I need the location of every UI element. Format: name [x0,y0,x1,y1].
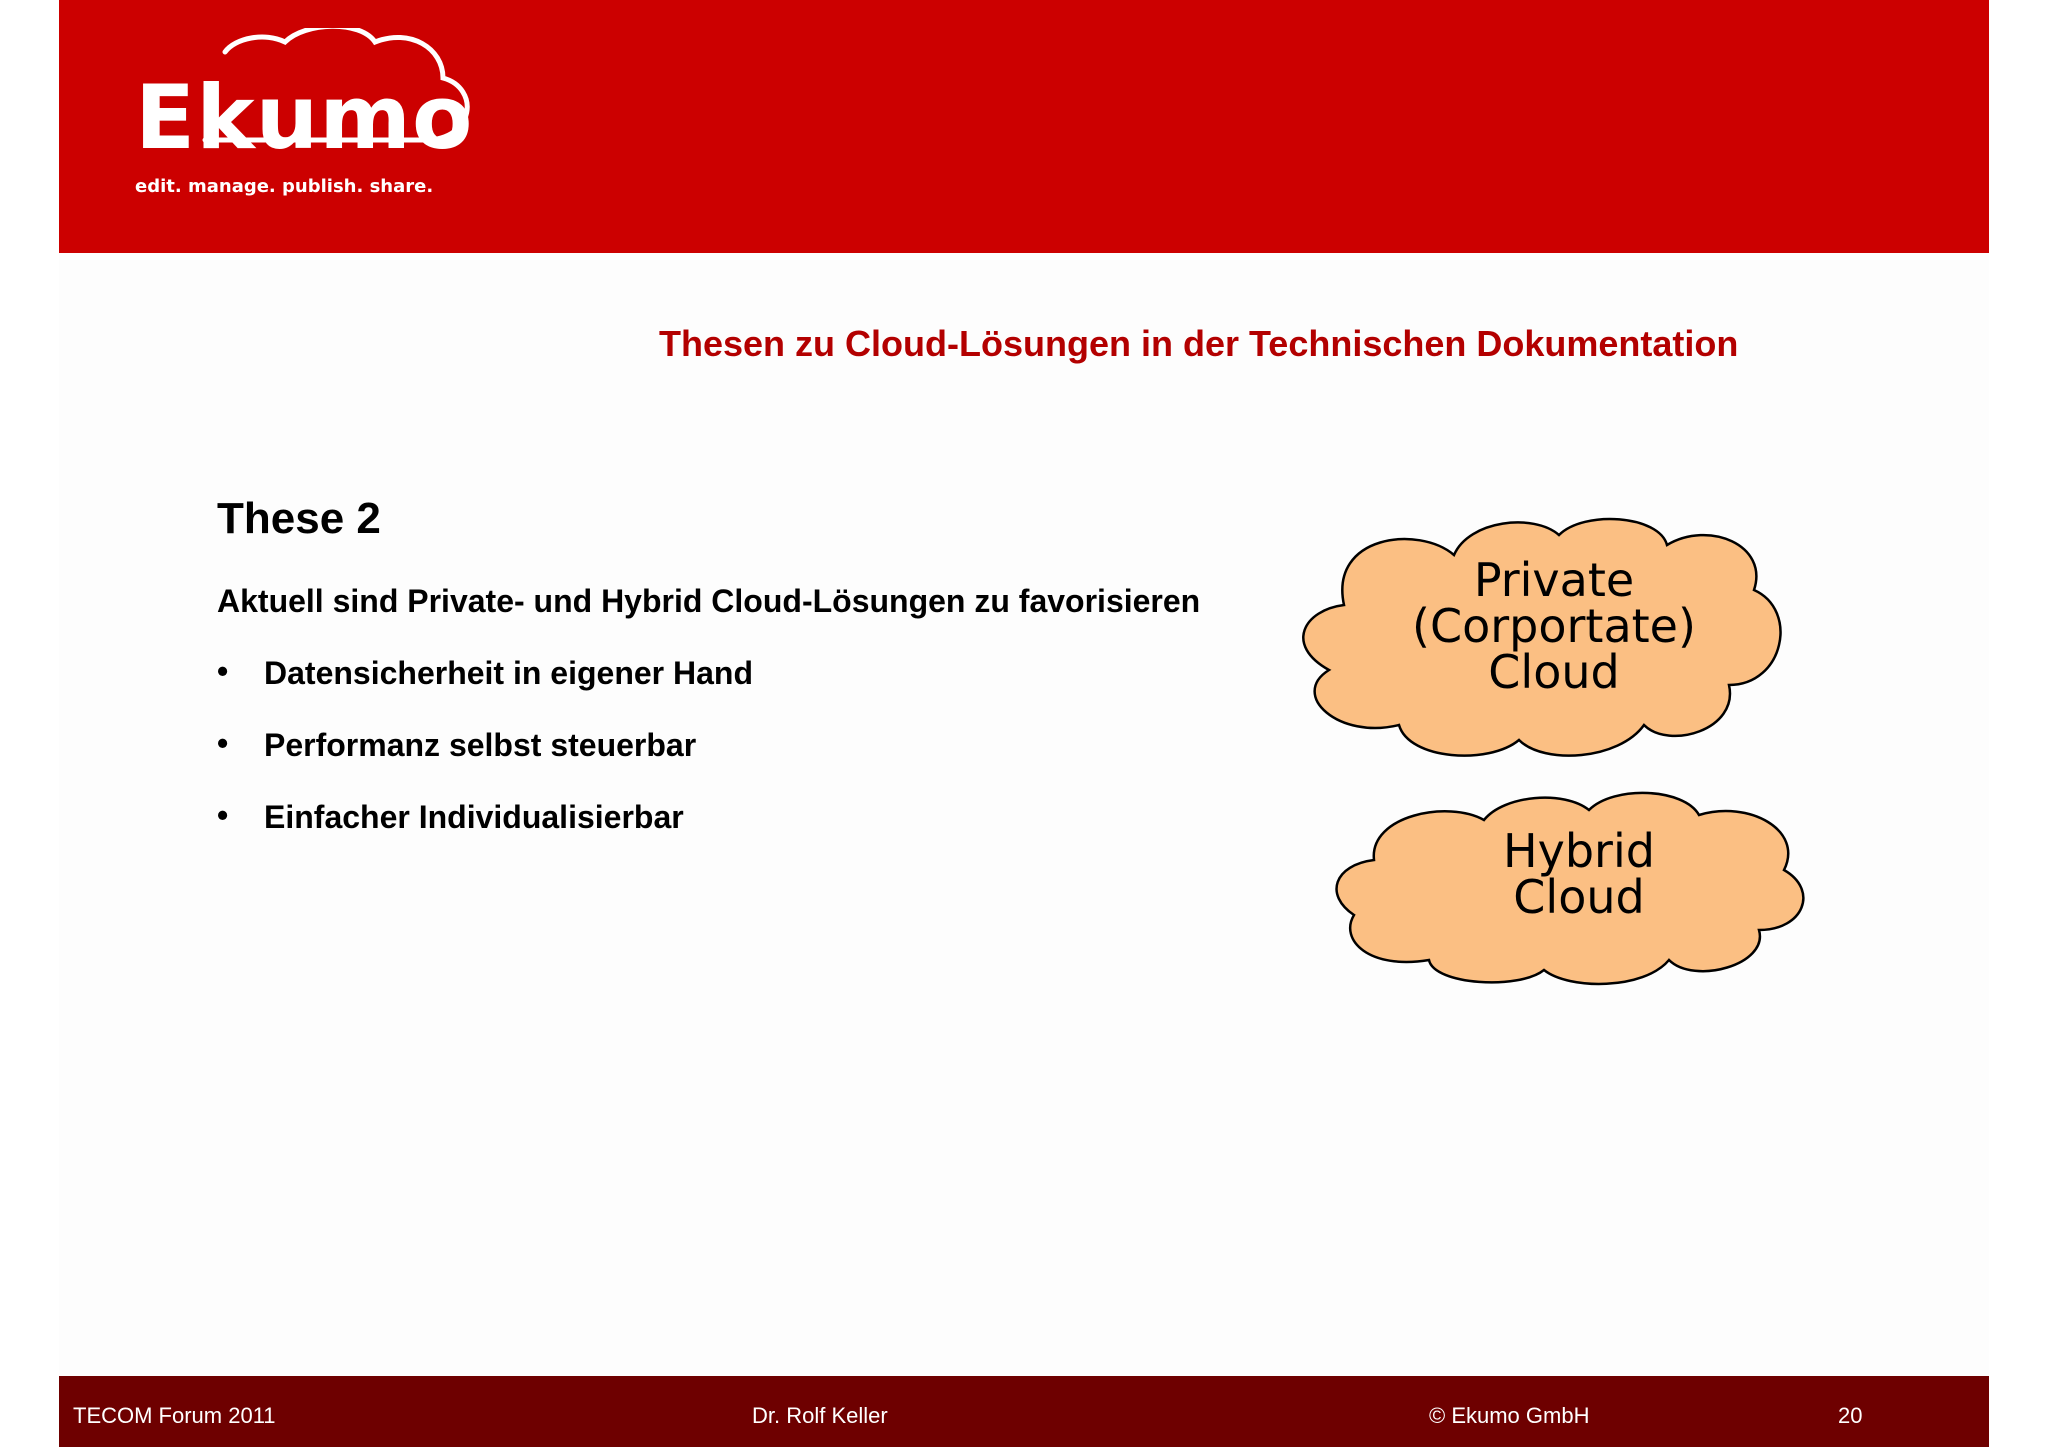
thesis-heading: These 2 [217,494,381,543]
footer-band [59,1376,1989,1447]
logo-wordmark: Ekumo [135,66,474,169]
bullet-text: Datensicherheit in eigener Hand [264,655,754,691]
thesis-statement: Aktuell sind Private- und Hybrid Cloud-Lösungen zu favorisieren [217,583,1201,619]
logo-tagline: edit. manage. publish. share. [135,176,434,197]
private-cloud-label: Private (Corportate) Cloud [1412,553,1696,699]
ekumo-logo [125,28,485,208]
bullet-dot-icon: • [217,653,229,689]
hybrid-cloud-label: Hybrid Cloud [1503,824,1655,924]
header-band [59,0,1989,253]
bullet-dot-icon: • [217,797,229,833]
footer-page-number: 20 [1838,1403,1863,1428]
slide-title: Thesen zu Cloud-Lösungen in der Technischen Dokumentation [659,323,1739,364]
slide [59,0,1989,1447]
footer-copyright: © Ekumo GmbH [1429,1403,1590,1428]
private-cloud [1299,515,1809,765]
hybrid-cloud [1329,790,1829,990]
bullet-dot-icon: • [217,725,229,761]
footer-event: TECOM Forum 2011 [73,1403,276,1428]
bullet-text: Performanz selbst steuerbar [264,727,697,763]
footer-author: Dr. Rolf Keller [752,1403,888,1428]
bullet-text: Einfacher Individualisierbar [264,799,684,835]
